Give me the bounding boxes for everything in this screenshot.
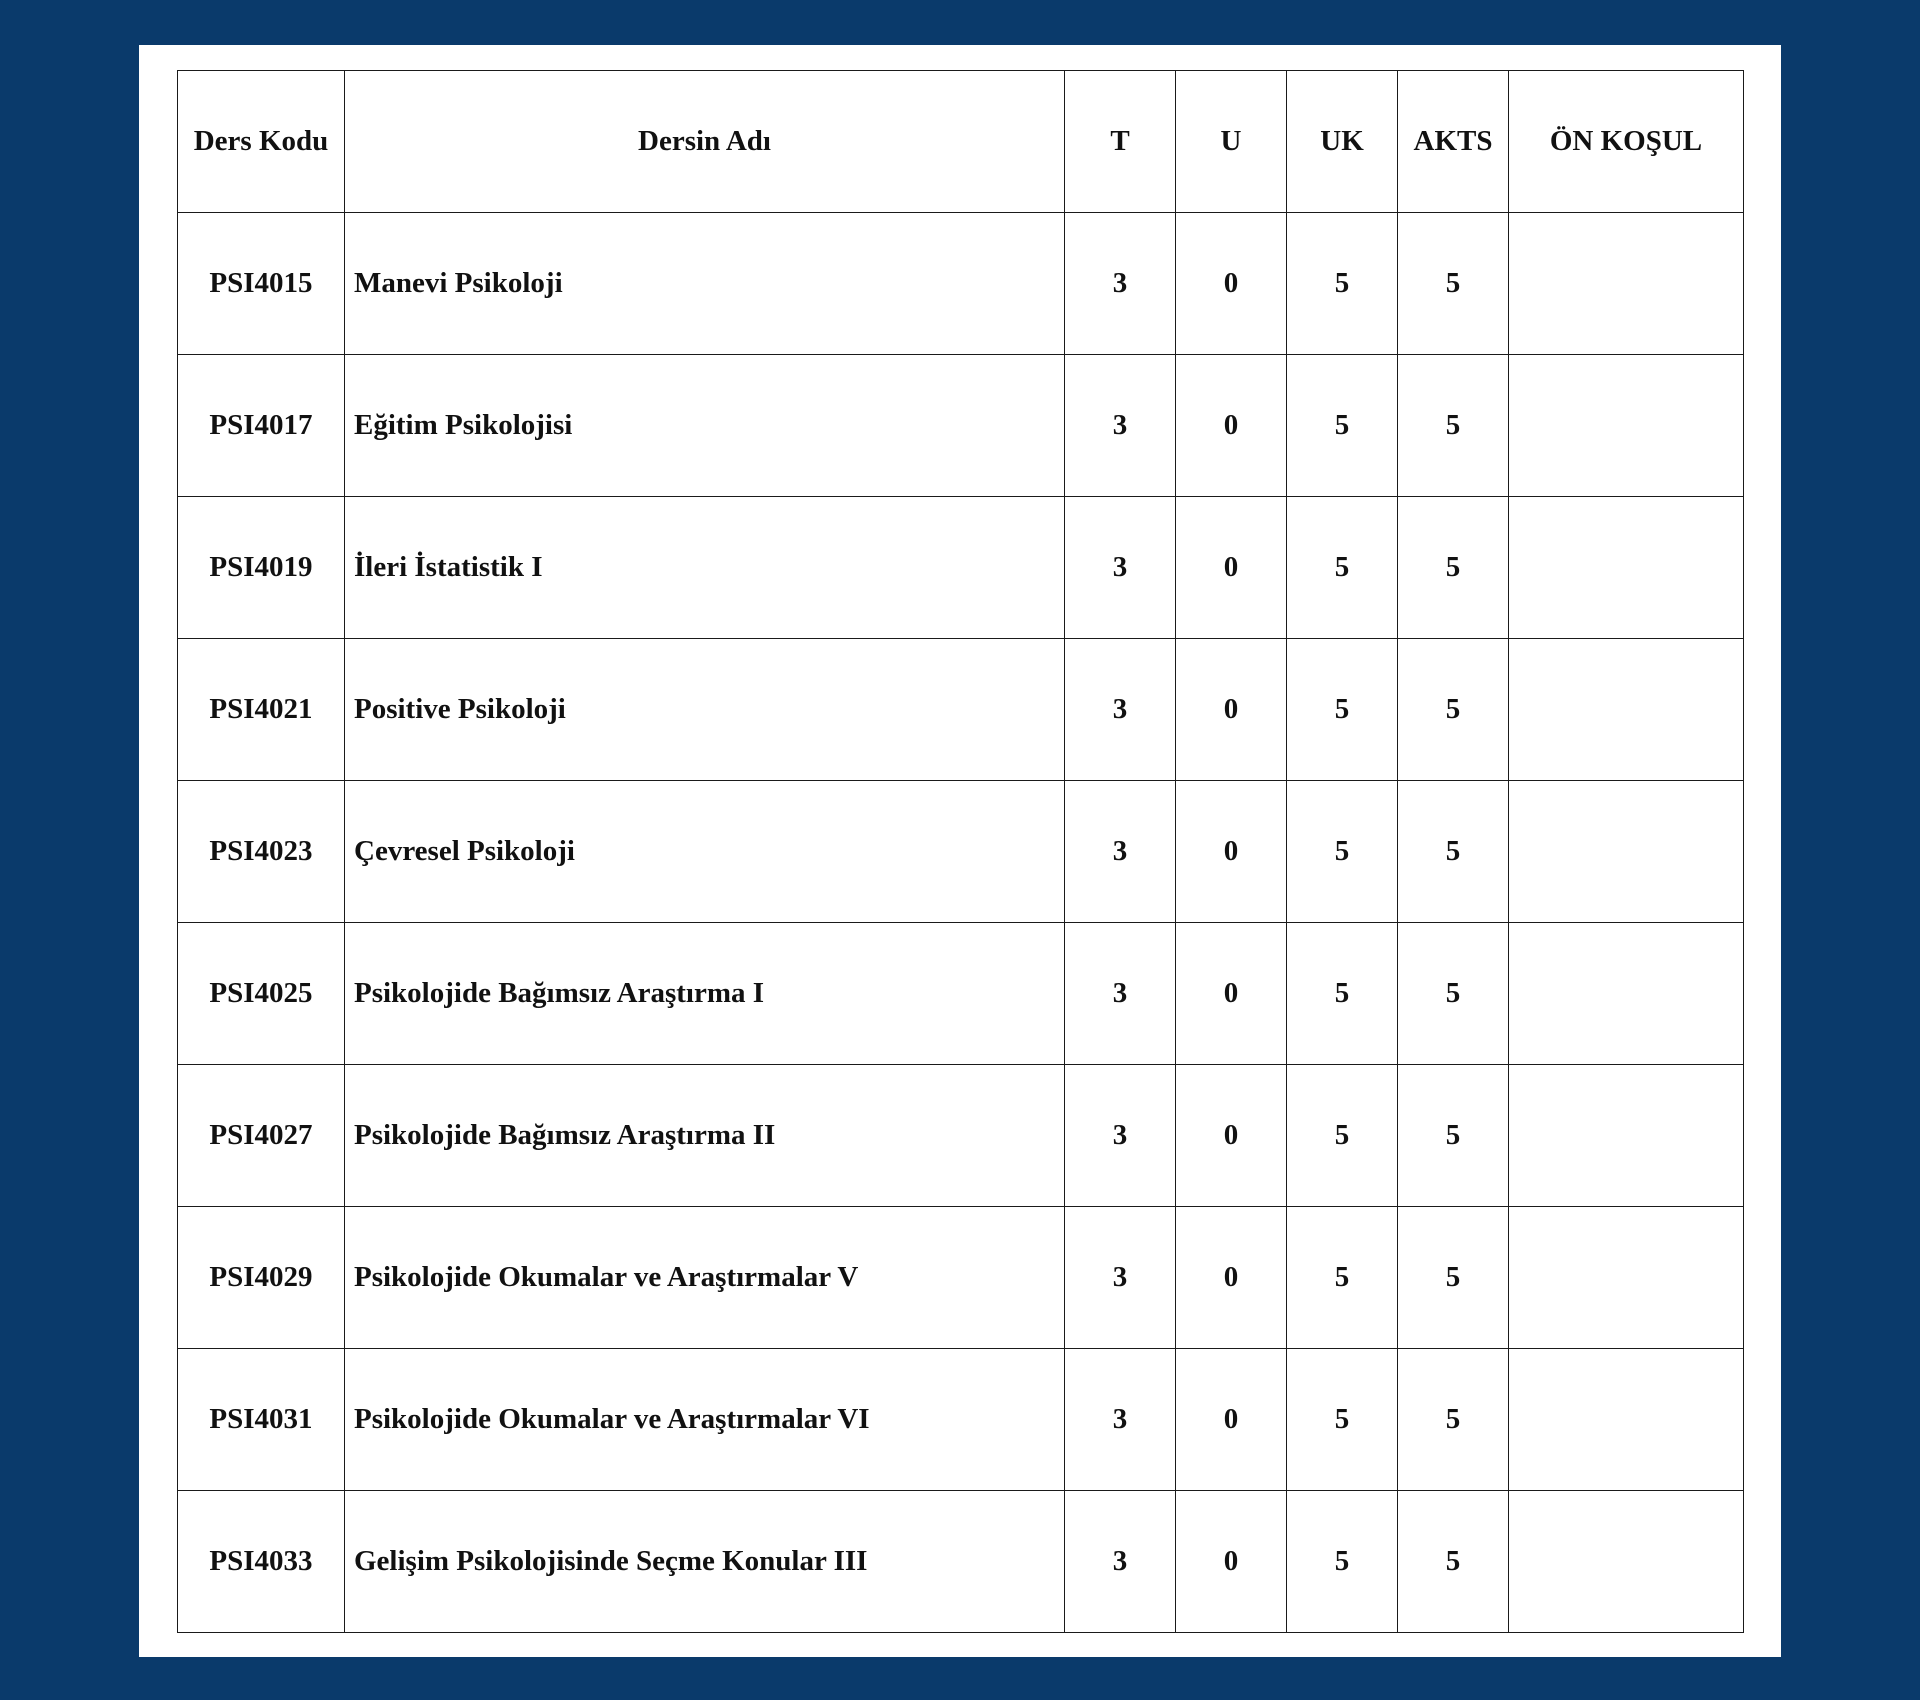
course-name-cell: Psikolojide Okumalar ve Araştırmalar VI	[345, 1349, 1065, 1491]
theory-cell: 3	[1065, 1491, 1176, 1633]
theory-cell: 3	[1065, 355, 1176, 497]
practice-cell: 0	[1176, 781, 1287, 923]
practice-cell: 0	[1176, 1065, 1287, 1207]
prerequisite-cell	[1509, 213, 1744, 355]
national-credit-cell: 5	[1287, 213, 1398, 355]
prerequisite-cell	[1509, 355, 1744, 497]
national-credit-cell: 5	[1287, 1349, 1398, 1491]
theory-cell: 3	[1065, 1065, 1176, 1207]
theory-cell: 3	[1065, 1207, 1176, 1349]
course-code-cell: PSI4021	[178, 639, 345, 781]
course-code-cell: PSI4019	[178, 497, 345, 639]
course-name-cell: Gelişim Psikolojisinde Seçme Konular III	[345, 1491, 1065, 1633]
ects-cell: 5	[1398, 1491, 1509, 1633]
prerequisite-cell	[1509, 497, 1744, 639]
theory-cell: 3	[1065, 213, 1176, 355]
theory-cell: 3	[1065, 923, 1176, 1065]
course-name-cell: İleri İstatistik I	[345, 497, 1065, 639]
prerequisite-cell	[1509, 1491, 1744, 1633]
header-theory: T	[1065, 71, 1176, 213]
national-credit-cell: 5	[1287, 1207, 1398, 1349]
course-code-cell: PSI4031	[178, 1349, 345, 1491]
course-table	[177, 70, 1744, 1633]
course-name-cell: Positive Psikoloji	[345, 639, 1065, 781]
course-name-cell: Psikolojide Bağımsız Araştırma I	[345, 923, 1065, 1065]
national-credit-cell: 5	[1287, 781, 1398, 923]
prerequisite-cell	[1509, 1349, 1744, 1491]
practice-cell: 0	[1176, 1349, 1287, 1491]
practice-cell: 0	[1176, 213, 1287, 355]
header-practice: U	[1176, 71, 1287, 213]
prerequisite-cell	[1509, 1065, 1744, 1207]
table-row	[178, 497, 1744, 639]
header-course-name: Dersin Adı	[345, 71, 1065, 213]
table-body	[178, 213, 1744, 1633]
practice-cell: 0	[1176, 639, 1287, 781]
practice-cell: 0	[1176, 1207, 1287, 1349]
course-name-cell: Çevresel Psikoloji	[345, 781, 1065, 923]
theory-cell: 3	[1065, 781, 1176, 923]
prerequisite-cell	[1509, 923, 1744, 1065]
practice-cell: 0	[1176, 497, 1287, 639]
course-name-cell: Psikolojide Bağımsız Araştırma II	[345, 1065, 1065, 1207]
ects-cell: 5	[1398, 213, 1509, 355]
course-code-cell: PSI4023	[178, 781, 345, 923]
table-row	[178, 1065, 1744, 1207]
theory-cell: 3	[1065, 497, 1176, 639]
theory-cell: 3	[1065, 639, 1176, 781]
ects-cell: 5	[1398, 355, 1509, 497]
practice-cell: 0	[1176, 923, 1287, 1065]
header-prerequisite: ÖN KOŞUL	[1509, 71, 1744, 213]
course-code-cell: PSI4017	[178, 355, 345, 497]
course-name-cell: Psikolojide Okumalar ve Araştırmalar V	[345, 1207, 1065, 1349]
ects-cell: 5	[1398, 1349, 1509, 1491]
national-credit-cell: 5	[1287, 497, 1398, 639]
header-ects: AKTS	[1398, 71, 1509, 213]
course-code-cell: PSI4033	[178, 1491, 345, 1633]
course-code-cell: PSI4015	[178, 213, 345, 355]
ects-cell: 5	[1398, 639, 1509, 781]
table-row	[178, 1491, 1744, 1633]
table-row	[178, 781, 1744, 923]
document-sheet	[139, 45, 1781, 1657]
course-code-cell: PSI4027	[178, 1065, 345, 1207]
ects-cell: 5	[1398, 923, 1509, 1065]
course-code-cell: PSI4025	[178, 923, 345, 1065]
prerequisite-cell	[1509, 639, 1744, 781]
national-credit-cell: 5	[1287, 923, 1398, 1065]
table-header-row	[178, 71, 1744, 213]
prerequisite-cell	[1509, 1207, 1744, 1349]
ects-cell: 5	[1398, 781, 1509, 923]
ects-cell: 5	[1398, 1207, 1509, 1349]
theory-cell: 3	[1065, 1349, 1176, 1491]
course-code-cell: PSI4029	[178, 1207, 345, 1349]
table-row	[178, 1349, 1744, 1491]
practice-cell: 0	[1176, 355, 1287, 497]
table-row	[178, 355, 1744, 497]
header-national-credit: UK	[1287, 71, 1398, 213]
practice-cell: 0	[1176, 1491, 1287, 1633]
table-row	[178, 213, 1744, 355]
header-course-code: Ders Kodu	[178, 71, 345, 213]
national-credit-cell: 5	[1287, 1491, 1398, 1633]
course-name-cell: Manevi Psikoloji	[345, 213, 1065, 355]
prerequisite-cell	[1509, 781, 1744, 923]
national-credit-cell: 5	[1287, 639, 1398, 781]
ects-cell: 5	[1398, 1065, 1509, 1207]
course-name-cell: Eğitim Psikolojisi	[345, 355, 1065, 497]
table-row	[178, 923, 1744, 1065]
table-row	[178, 639, 1744, 781]
table-row	[178, 1207, 1744, 1349]
national-credit-cell: 5	[1287, 355, 1398, 497]
ects-cell: 5	[1398, 497, 1509, 639]
national-credit-cell: 5	[1287, 1065, 1398, 1207]
